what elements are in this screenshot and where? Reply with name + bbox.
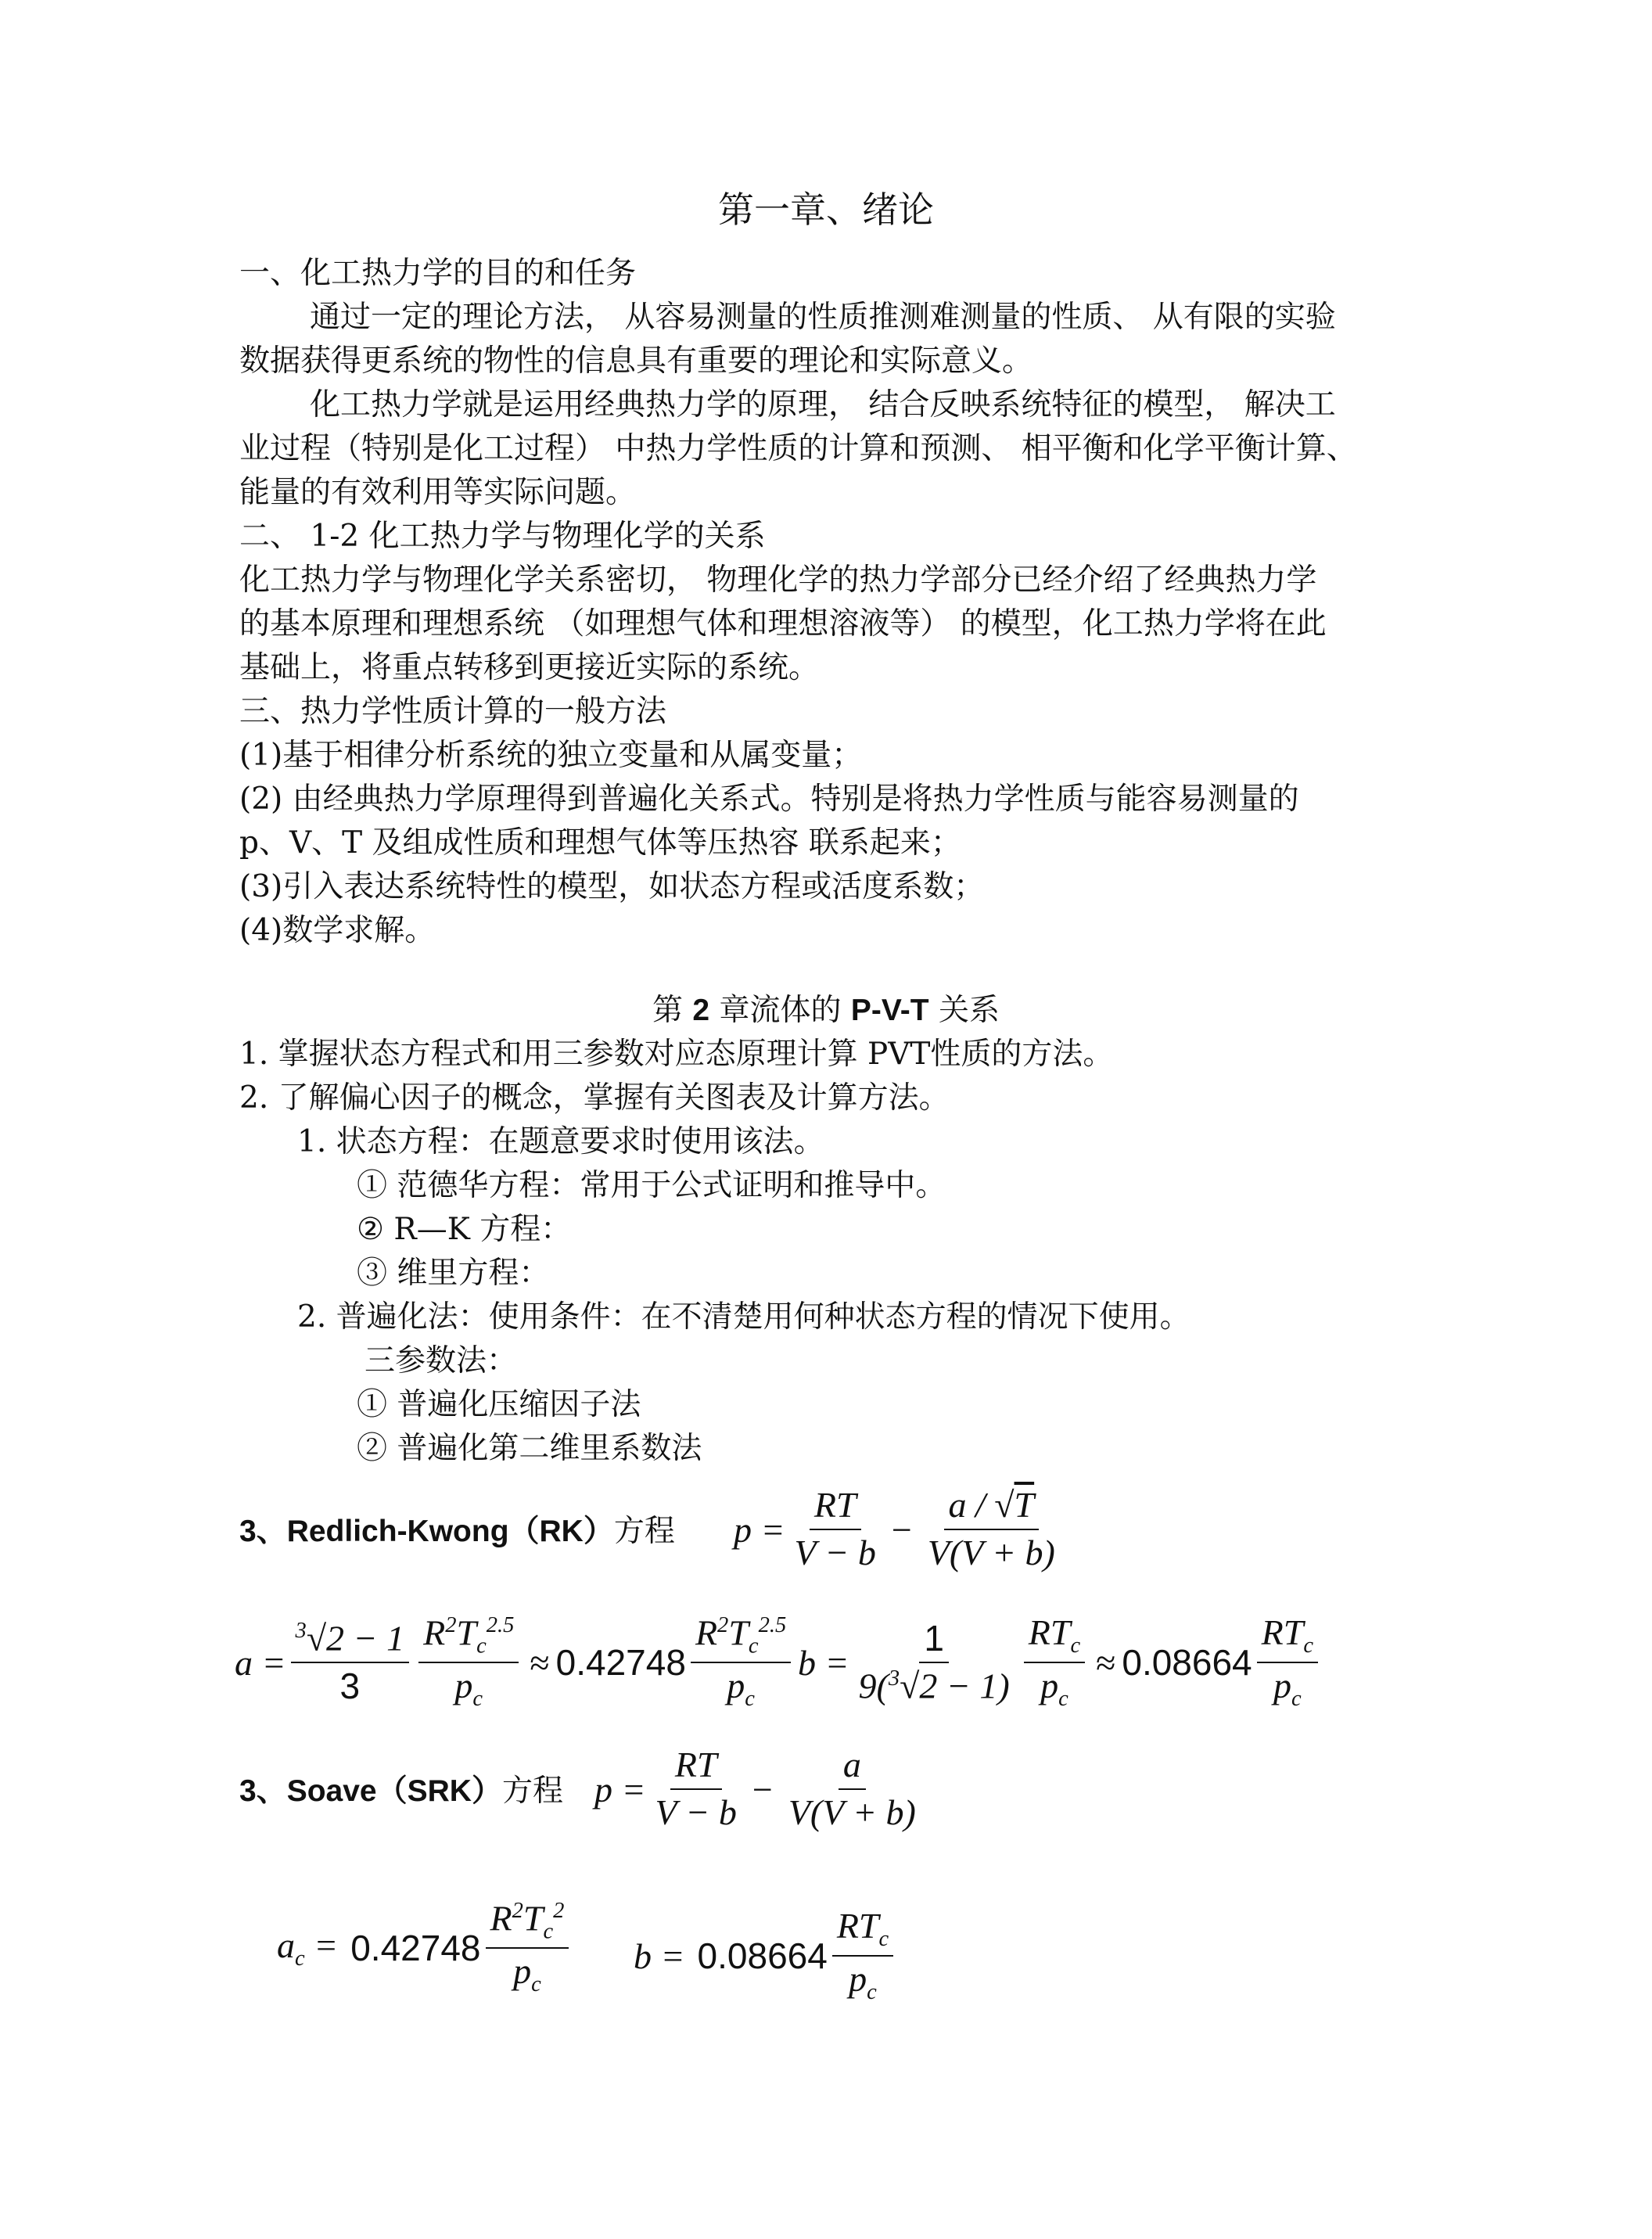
chapter2-title-middle: 章流体的 [709,993,851,1028]
method-item-3: (3)引入表达系统特性的模型，如状态方程或活度系数； [239,869,985,904]
rk-a-formula: a = $\frac{^3√2 - 1}{3}$ $\frac{R^2T_c^{2.5}}{p_c}$ ≈ 0.42748 $\frac{R^2T_c^{2.5}}{p_c}$ [235,1604,795,1721]
section3-heading: 三、热力学性质计算的一般方法 [239,694,667,729]
paragraph2-line1: 化工热力学就是运用经典热力学的原理， 结合反映系统特征的模型， 解决工 [310,387,1336,422]
rk-heading [239,1510,675,1554]
goal-1: 1. 掌握状态方程式和用三参数对应态原理计算 PVT性质的方法。 [239,1037,1114,1072]
paragraph2-line3: 能量的有效利用等实际问题。 [239,475,637,510]
item-1a-van-der-waals: ① 范德华方程：常用于公式证明和推导中。 [357,1168,946,1203]
srk-equation: p = $\frac{RT}{V - b}$ − $\frac{a}{V(V + b)}$ [594,1745,916,1832]
chapter2-title [0,989,1652,1033]
srk-heading [239,1770,563,1813]
item-2a-compressibility: ① 普遍化压缩因子法 [357,1387,641,1422]
chapter2-title-suffix: 关系 [928,993,1000,1028]
item-1b-rk: ② R—K 方程： [357,1212,572,1247]
method-item-2-line1: (2) 由经典热力学原理得到普遍化关系式。特别是将热力学性质与能容易测量的 [239,782,1299,817]
paragraph3-line3: 基础上，将重点转移到更接近实际的系统。 [239,650,820,685]
method-item-1: (1)基于相律分析系统的独立变量和从属变量； [239,738,863,773]
item-2-three-parameter: 三参数法： [365,1343,518,1378]
item-1-equation-of-state: 1. 状态方程：在题意要求时使用该法。 [297,1124,824,1159]
paragraph1-line2: 数据获得更系统的物性的信息具有重要的理论和实际意义。 [239,343,1033,379]
rk-b-formula: b = $\frac{1}{9(^3√2 - 1)}$ $\frac{RT_c}{p_c}$ ≈ 0.08664 $\frac{RT_c}{p_c}$ [798,1604,1323,1721]
srk-heading-name: Soave（SRK） [286,1774,502,1808]
method-item-4: (4)数学求解。 [239,913,436,948]
chapter2-title-pvt: P-V-T [850,994,929,1027]
chapter1-title: 第一章、绪论 [718,189,934,231]
section1-heading: 一、化工热力学的目的和任务 [239,256,637,291]
srk-ac-formula: $a_c$ = 0.42748 $\frac{R^2T_c^2}{p_c}$ [277,1893,573,2003]
srk-b-coefficient: 0.08664 [697,1935,828,1976]
srk-b-formula: b = 0.08664 $\frac{RT_c}{p_c}$ [634,1901,898,2011]
rk-b-coefficient: 0.08664 [1122,1642,1252,1683]
rk-a-coefficient: 0.42748 [555,1642,686,1683]
srk-a-coefficient: 0.42748 [350,1928,481,1968]
chapter2-title-prefix: 第 [652,993,693,1028]
paragraph1-line1: 通过一定的理论方法， 从容易测量的性质推测难测量的性质、 从有限的实验 [310,300,1336,335]
goal-2: 2. 了解偏心因子的概念，掌握有关图表及计算方法。 [239,1080,950,1116]
section2-heading: 二、 1-2 化工热力学与物理化学的关系 [239,519,766,554]
rk-heading-name: Redlich-Kwong（RK） [286,1515,614,1548]
item-2-generalized: 2. 普遍化法：使用条件：在不清楚用何种状态方程的情况下使用。 [297,1299,1191,1335]
method-item-2-line2: p、V、T 及组成性质和理想气体等压热容 联系起来； [239,825,961,861]
paragraph3-line2: 的基本原理和理想系统 （如理想气体和理想溶液等） 的模型，化工热力学将在此 [239,606,1327,642]
rk-heading-suffix: 方程 [613,1514,675,1549]
paragraph2-line2: 业过程（特别是化工过程） 中热力学性质的计算和预测、 相平衡和化学平衡计算、 [239,431,1357,466]
rk-heading-number: 3、 [239,1515,287,1548]
item-2b-second-virial: ② 普遍化第二维里系数法 [357,1431,702,1466]
srk-heading-suffix: 方程 [501,1774,563,1809]
srk-heading-number: 3、 [239,1774,287,1808]
rk-equation: p = $\frac{RT}{V - b}$ − $\frac{a / √T}{V(V + b)}$ [734,1485,1055,1572]
chapter2-title-number: 2 [692,994,710,1027]
paragraph3-line1: 化工热力学与物理化学关系密切， 物理化学的热力学部分已经介绍了经典热力学 [239,562,1317,598]
item-1c-virial: ③ 维里方程： [357,1256,550,1291]
